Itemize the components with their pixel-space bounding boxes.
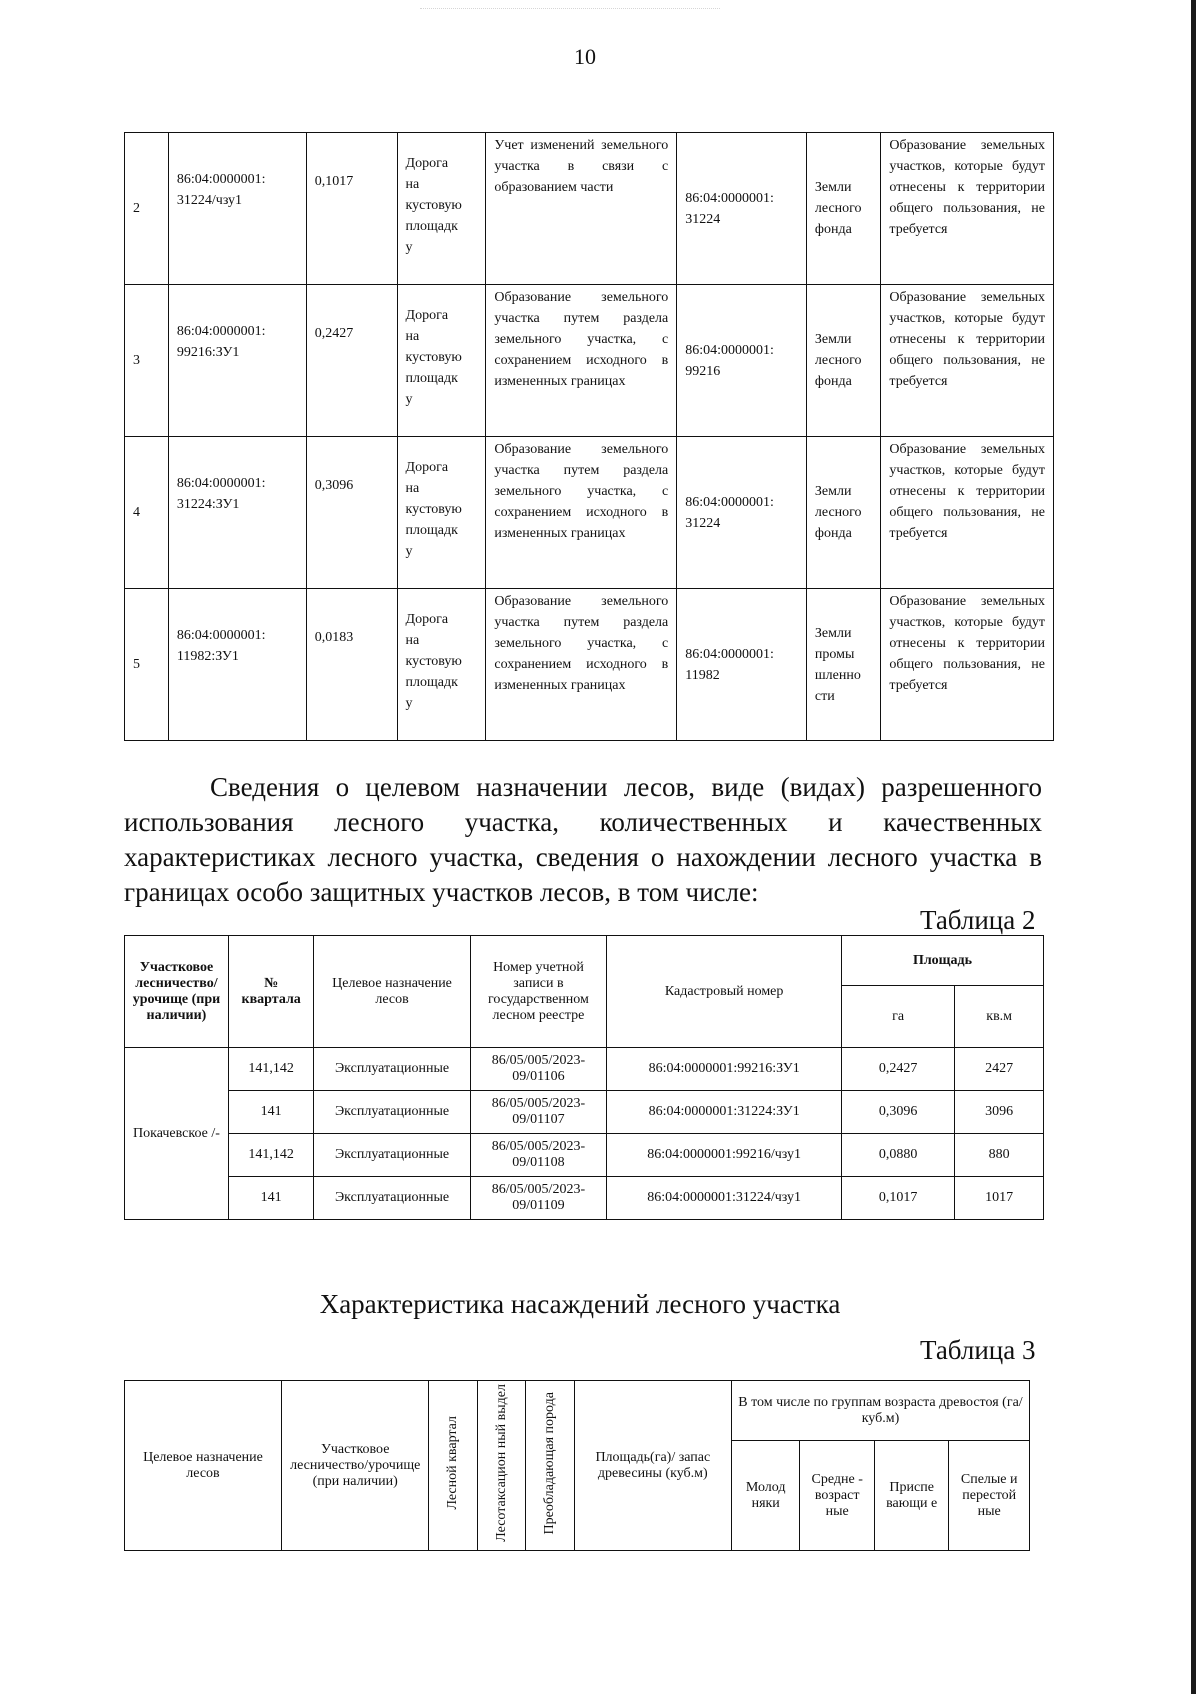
row-number: 2 xyxy=(125,133,169,285)
formation-method: Образование земельного участка путем раздела земельного участка, с сохранением исходного в измененных границах xyxy=(486,285,677,437)
area-ha: 0,1017 xyxy=(841,1177,954,1220)
header-area: Площадь xyxy=(841,936,1043,986)
area: 0,2427 xyxy=(306,285,397,437)
table-row xyxy=(125,437,1054,589)
land-plots-table xyxy=(124,132,1054,741)
forest-purpose-table xyxy=(124,935,1044,1220)
table-row xyxy=(125,1177,1044,1220)
area-ha: 0,2427 xyxy=(841,1048,954,1091)
public-use-note: Образование земельных участков, которые будут отнесены к территории общего пользования, не требуется xyxy=(881,133,1054,285)
purpose: Эксплуатационные xyxy=(314,1177,470,1220)
header-record: Номер учетной записи в государственном лесном реестре xyxy=(470,936,607,1048)
purpose: Эксплуатационные xyxy=(314,1091,470,1134)
table-row xyxy=(125,589,1054,741)
area: 0,0183 xyxy=(306,589,397,741)
quarter: 141,142 xyxy=(228,1048,314,1091)
table-row xyxy=(125,1134,1044,1177)
header-purpose: Целевое назначение лесов xyxy=(314,936,470,1048)
cadastral-number: 86:04:0000001:31224:ЗУ1 xyxy=(607,1091,842,1134)
source-plot: 86:04:0000001: 11982 xyxy=(677,589,807,741)
permitted-use: Дорога на кустовую площадк у xyxy=(397,285,486,437)
formation-method: Образование земельного участка путем раздела земельного участка, с сохранением исходного в измененных границах xyxy=(486,589,677,741)
row-number: 4 xyxy=(125,437,169,589)
permitted-use: Дорога на кустовую площадк у xyxy=(397,437,486,589)
table-row xyxy=(125,1048,1044,1091)
public-use-note: Образование земельных участков, которые будут отнесены к территории общего пользования, не требуется xyxy=(881,437,1054,589)
header-quarter: Лесной квартал xyxy=(445,1416,461,1510)
header-ha: га xyxy=(841,986,954,1048)
source-plot: 86:04:0000001: 31224 xyxy=(677,437,807,589)
table-row xyxy=(125,133,1054,285)
header-area: Площадь(га)/ запас древесины (куб.м) xyxy=(574,1381,731,1551)
cadastral-number: 86:04:0000001: 11982:ЗУ1 xyxy=(168,589,306,741)
area: 0,1017 xyxy=(306,133,397,285)
record-number: 86/05/005/2023-09/01106 xyxy=(470,1048,607,1091)
land-category: Земли лесного фонда xyxy=(806,133,881,285)
formation-method: Образование земельного участка путем раздела земельного участка, с сохранением исходного в измененных границах xyxy=(486,437,677,589)
area-sqm: 2427 xyxy=(955,1048,1044,1091)
cadastral-number: 86:04:0000001:31224/чзу1 xyxy=(607,1177,842,1220)
scan-artifact xyxy=(420,8,720,19)
land-category: Земли промы шленно сти xyxy=(806,589,881,741)
forest-info-paragraph: Сведения о целевом назначении лесов, виде (видах) разрешенного использования лесного участка, количественных и качественных характеристиках лесного участка, сведения о нахождении лесного участка в границах особо защитных участков лесов, в том числе: xyxy=(124,772,1042,907)
record-number: 86/05/005/2023-09/01109 xyxy=(470,1177,607,1220)
public-use-note: Образование земельных участков, которые будут отнесены к территории общего пользования, не требуется xyxy=(881,285,1054,437)
table2-caption: Таблица 2 xyxy=(920,905,1036,935)
table3-caption: Таблица 3 xyxy=(920,1335,1036,1365)
area-ha: 0,0880 xyxy=(841,1134,954,1177)
area-sqm: 3096 xyxy=(955,1091,1044,1134)
purpose: Эксплуатационные xyxy=(314,1134,470,1177)
cadastral-number: 86:04:0000001:99216:ЗУ1 xyxy=(607,1048,842,1091)
quarter: 141 xyxy=(228,1091,314,1134)
area-ha: 0,3096 xyxy=(841,1091,954,1134)
forestry-name: Покачевское /- xyxy=(125,1048,229,1220)
header-sqm: кв.м xyxy=(955,986,1044,1048)
header-ripening: Приспе вающи е xyxy=(874,1441,948,1551)
table3-heading: Характеристика насаждений лесного участка xyxy=(319,1289,841,1319)
table-row xyxy=(125,1091,1044,1134)
quarter: 141,142 xyxy=(228,1134,314,1177)
page-number: 10 xyxy=(574,44,596,69)
source-plot: 86:04:0000001: 99216 xyxy=(677,285,807,437)
public-use-note: Образование земельных участков, которые будут отнесены к территории общего пользования, не требуется xyxy=(881,589,1054,741)
header-young: Молод няки xyxy=(731,1441,800,1551)
land-category: Земли лесного фонда xyxy=(806,437,881,589)
header-cadastral: Кадастровый номер xyxy=(607,936,842,1048)
header-mature: Спелые и перестой ные xyxy=(949,1441,1030,1551)
land-category: Земли лесного фонда xyxy=(806,285,881,437)
area: 0,3096 xyxy=(306,437,397,589)
header-species: Преобладающая порода xyxy=(541,1391,557,1535)
header-forestry: Участковое лесничество/урочище (при наличии) xyxy=(281,1381,428,1551)
header-age-groups: В том числе по группам возраста древостоя (га/куб.м) xyxy=(731,1381,1029,1441)
header-middle: Средне - возраст ные xyxy=(800,1441,874,1551)
row-number: 5 xyxy=(125,589,169,741)
header-quarter: № квартала xyxy=(228,936,314,1048)
quarter: 141 xyxy=(228,1177,314,1220)
cadastral-number: 86:04:0000001:99216/чзу1 xyxy=(607,1134,842,1177)
source-plot: 86:04:0000001: 31224 xyxy=(677,133,807,285)
cadastral-number: 86:04:0000001: 99216:ЗУ1 xyxy=(168,285,306,437)
scan-edge xyxy=(1191,0,1196,1694)
permitted-use: Дорога на кустовую площадк у xyxy=(397,133,486,285)
header-purpose: Целевое назначение лесов xyxy=(125,1381,282,1551)
header-allotment: Лесотаксацион ный выдел xyxy=(493,1384,509,1542)
stands-characteristics-table xyxy=(124,1380,1030,1551)
row-number: 3 xyxy=(125,285,169,437)
purpose: Эксплуатационные xyxy=(314,1048,470,1091)
record-number: 86/05/005/2023-09/01108 xyxy=(470,1134,607,1177)
formation-method: Учет изменений земельного участка в связи с образованием части xyxy=(486,133,677,285)
area-sqm: 880 xyxy=(955,1134,1044,1177)
area-sqm: 1017 xyxy=(955,1177,1044,1220)
cadastral-number: 86:04:0000001: 31224/чзу1 xyxy=(168,133,306,285)
header-forestry: Участковое лесничество/ урочище (при наличии) xyxy=(125,936,229,1048)
record-number: 86/05/005/2023-09/01107 xyxy=(470,1091,607,1134)
cadastral-number: 86:04:0000001: 31224:ЗУ1 xyxy=(168,437,306,589)
table-row xyxy=(125,285,1054,437)
permitted-use: Дорога на кустовую площадк у xyxy=(397,589,486,741)
